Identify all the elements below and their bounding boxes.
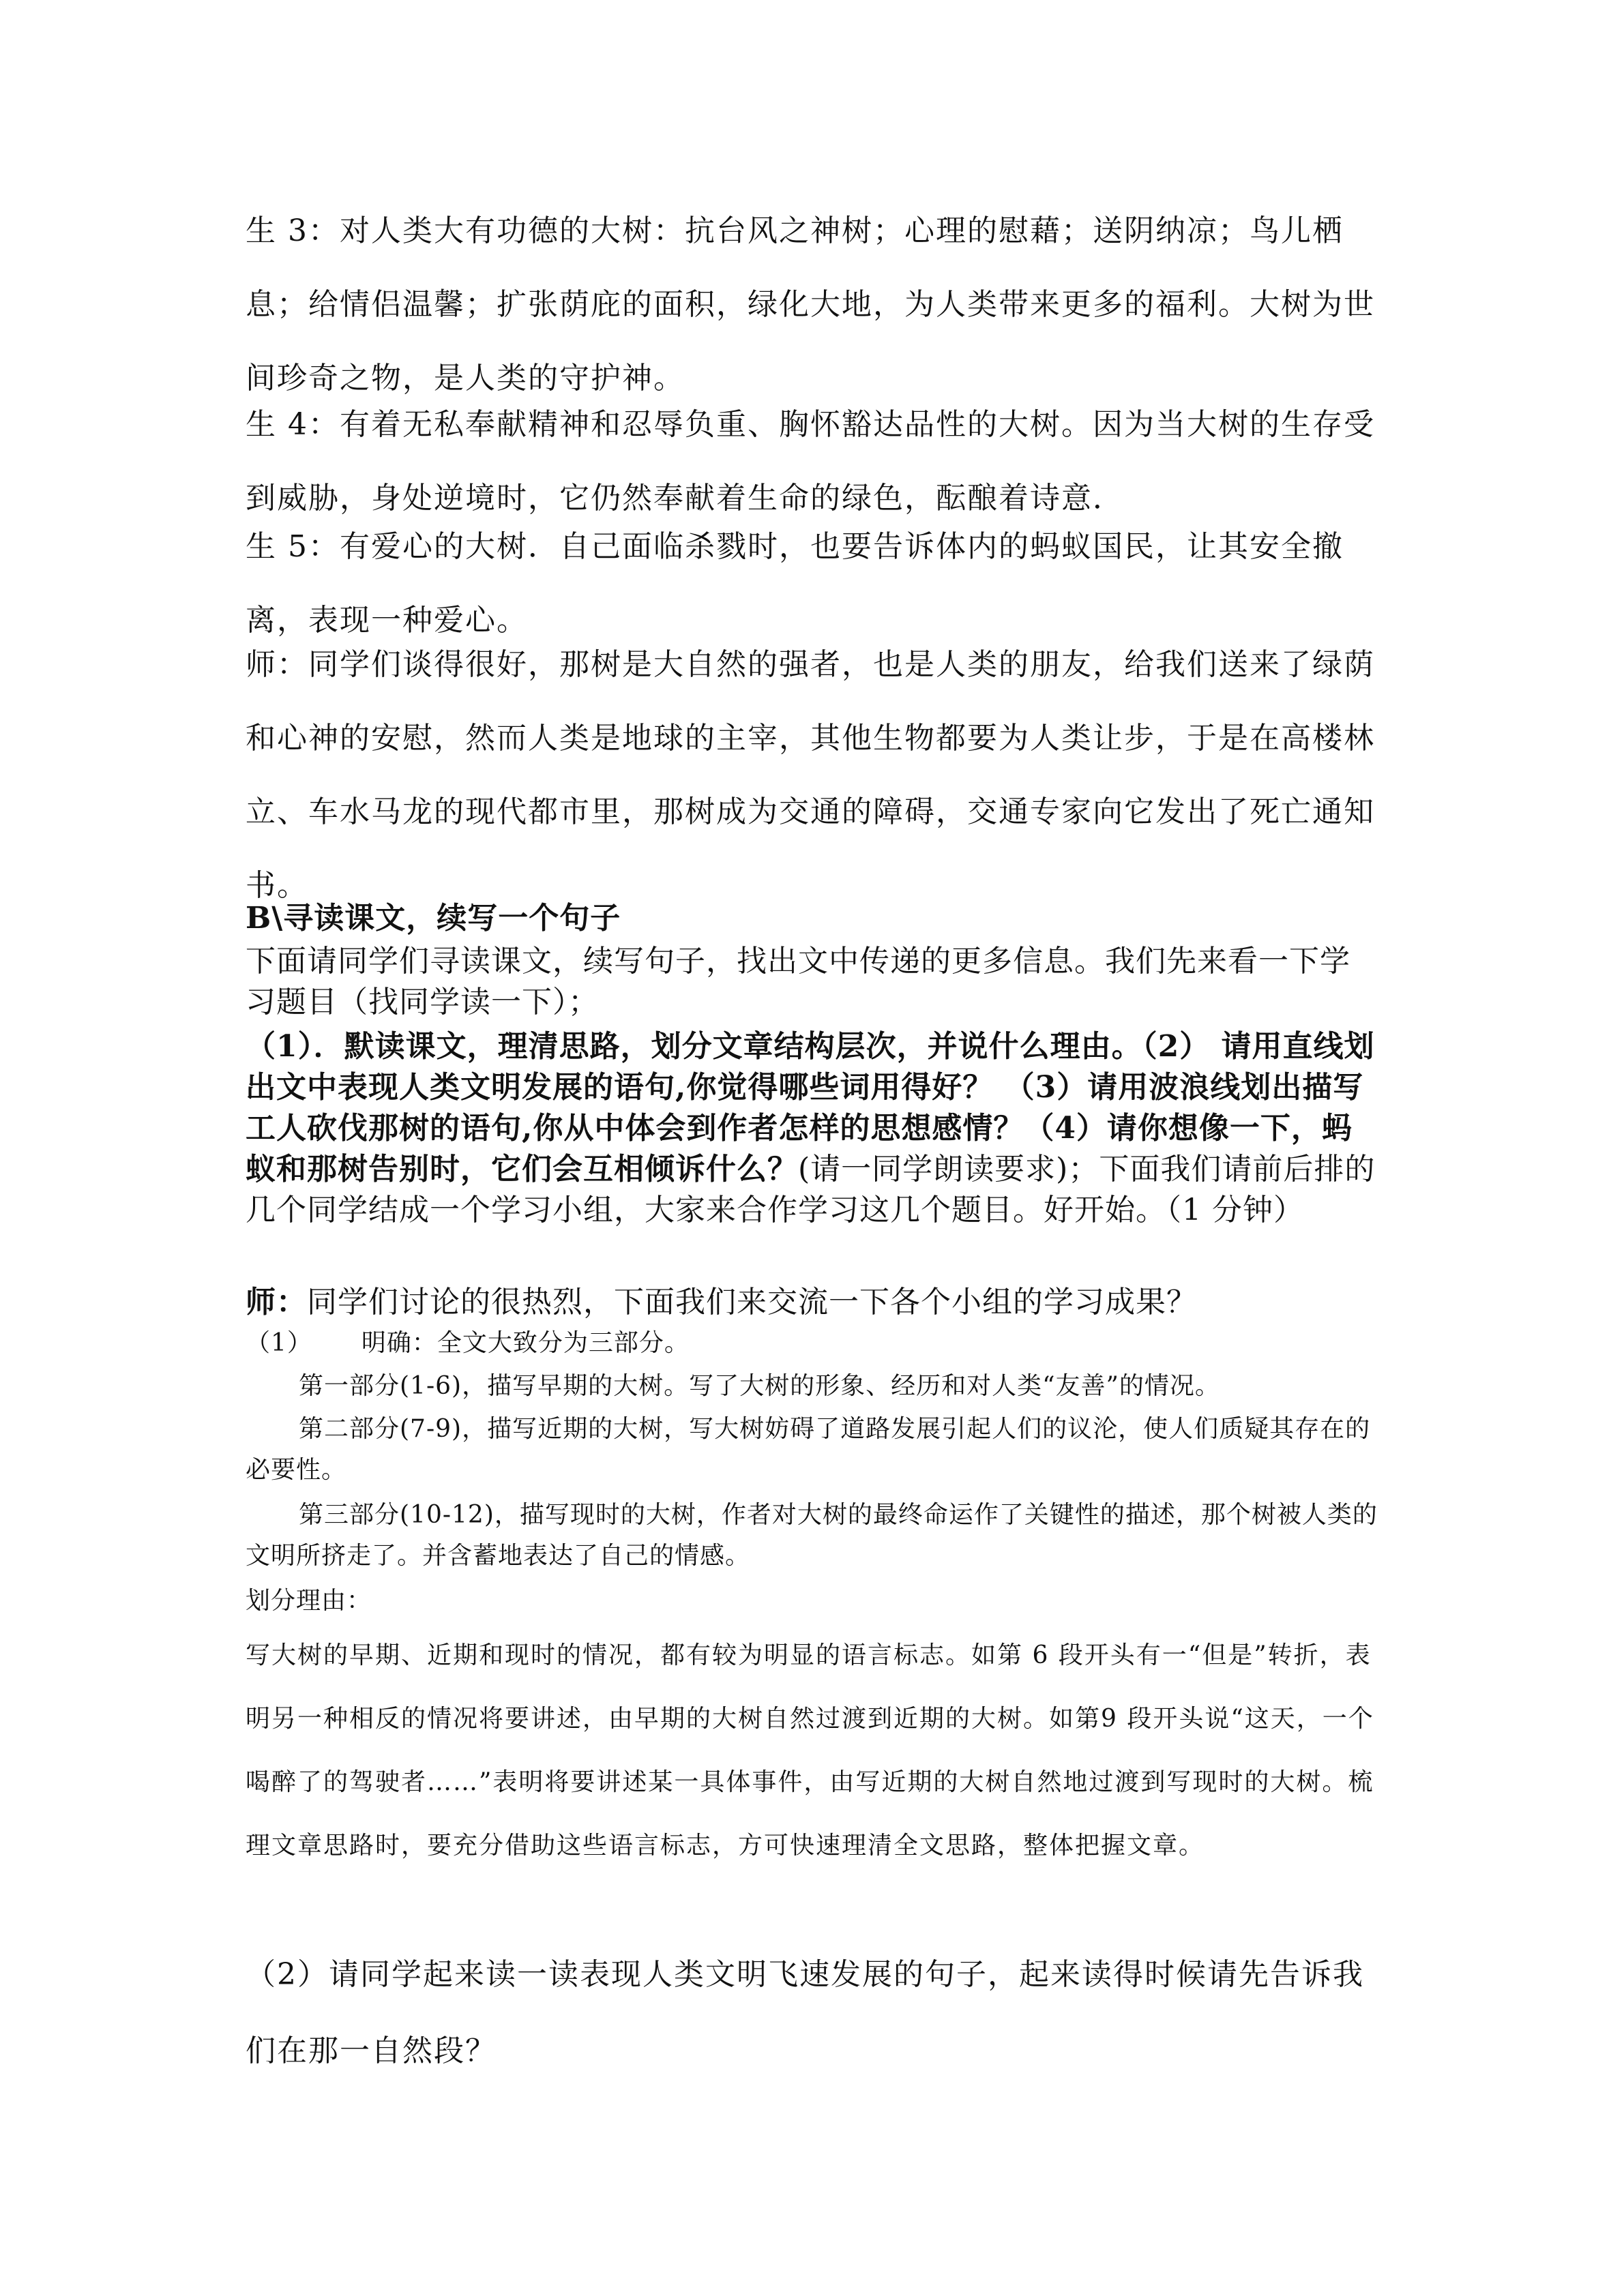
part-one: 第一部分(1-6)，描写早期的大树。写了大树的形象、经历和对人类“友善”的情况。 — [299, 1372, 1220, 1400]
teacher-comment-1: 师：同学们谈得很好，那树是大自然的强者，也是人类的朋友，给我们送来了绿荫和心神的安慰，然而人类是地球的主宰，其他生物都要为人类让步，于是在高楼林立、车水马龙的现代都市里，那树成为交通的障碍，交通专家向它发出了死亡通知书。 — [246, 647, 1375, 903]
teacher-comment-2-text: 同学们讨论的很热烈，下面我们来交流一下各个小组的学习成果？ — [307, 1285, 1197, 1320]
answer-1-text: 明确：全文大致分为三部分。 — [361, 1329, 690, 1357]
section-b-intro: 下面请同学们寻读课文，续写句子，找出文中传递的更多信息。我们先来看一下学习题目（找同学读一下）； — [246, 944, 1350, 1019]
section-b-title: B\寻读课文，续写一个句子 — [246, 901, 621, 936]
answer-1-number: （1） — [246, 1329, 312, 1357]
teacher-label: 师： — [246, 1285, 307, 1320]
answer-1-heading — [246, 1323, 1378, 1364]
teacher-comment-2 — [246, 1282, 1378, 1323]
student4-answer: 生 4：有着无私奉献精神和忍辱负重、胸怀豁达品性的大树。因为当大树的生存受到威胁，身处逆境时，它仍然奉献着生命的绿色，酝酿着诗意． — [246, 407, 1375, 516]
study-tasks-rest: (请一同学朗读要求)；下面我们请前后排的几个同学结成一个学习小组，大家来合作学习这几个题目。好开始。（1 分钟） — [246, 1152, 1376, 1227]
question-2: （2）请同学起来读一读表现人类文明飞速发展的句子，起来读得时候请先告诉我们在那一自然段？ — [246, 1957, 1364, 2068]
part-two: 第二部分(7-9)，描写近期的大树，写大树妨碍了道路发展引起人们的议沦，使人们质疑其存在的必要性。 — [246, 1415, 1371, 1484]
study-tasks-bold: （1）．默读课文，理清思路，划分文章结构层次，并说什么理由。（2） 请用直线划出文中表现人类文明发展的语句,你觉得哪些词用得好？ （3）请用波浪线划出描写工人砍伐那树的语句,你从中体会到作者怎样的思想感情？（4）请你想像一下，蚂蚁和那树告别时，它们会互相倾诉什么？ — [246, 1029, 1375, 1187]
student5-answer: 生 5：有爱心的大树．自己面临杀戮时，也要告诉体内的蚂蚁国民，让其安全撤离，表现一种爱心。 — [246, 529, 1344, 638]
study-tasks — [246, 1026, 1378, 1231]
reason-label: 划分理由： — [246, 1587, 372, 1615]
reason-text: 写大树的早期、近期和现时的情况，都有较为明显的语言标志。如第 6 段开头有一“但是”转折，表明另一种相反的情况将要讲述，由早期的大树自然过渡到近期的大树。如第9 段开头说“这天，一个喝醉了的驾驶者……”表明将要讲述某一具体事件，由写近期的大树自然地过渡到写现时的大树。梳理文章思路时，要充分借助这些语言标志，方可快速理清全文思路，整体把握文章。 — [246, 1641, 1374, 1860]
student3-answer: 生 3：对人类大有功德的大树：抗台风之神树；心理的慰藉；送阴纳凉；鸟儿栖息；给情侣温馨；扩张荫庇的面积，绿化大地，为人类带来更多的福利。大树为世间珍奇之物，是人类的守护神。 — [246, 213, 1375, 396]
part-three: 第三部分(10-12)，描写现时的大树，作者对大树的最终命运作了关键性的描述，那个树被人类的文明所挤走了。并含蓄地表达了自己的情感。 — [246, 1501, 1378, 1570]
